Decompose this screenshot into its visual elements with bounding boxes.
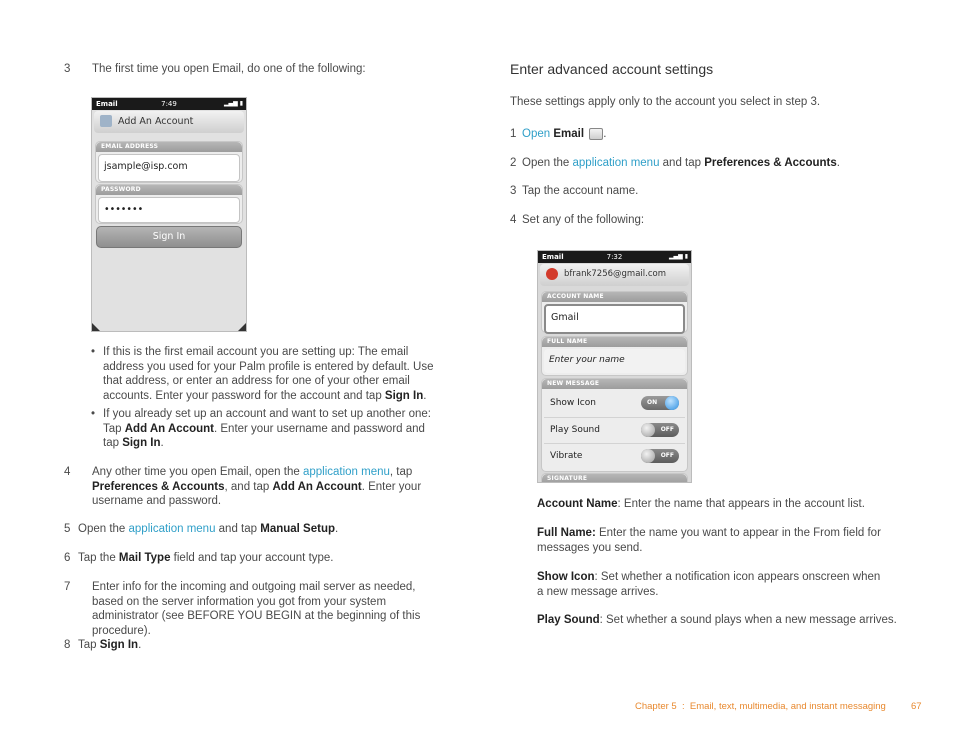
- play-sound-row: Play Sound OFF: [544, 417, 685, 442]
- right-step-4: 4 Set any of the following:: [510, 214, 645, 226]
- status-bar: Email 7:49 ▂▄▆ ▮: [92, 98, 246, 110]
- right-step-1: 1 Open Email .: [510, 128, 607, 140]
- status-bar: Email 7:32 ▂▄▆ ▮: [538, 251, 691, 263]
- right-step-2: 2 Open the application menu and tap Preferences & Accounts.: [510, 157, 840, 169]
- section-heading: Enter advanced account settings: [510, 61, 714, 77]
- footer-chapter: Chapter 5 : Email, text, multimedia, and instant messaging: [635, 701, 886, 712]
- phone-screenshot-account-settings: [537, 250, 692, 483]
- password-group: PASSWORD •••••••: [95, 184, 243, 224]
- sign-in-button[interactable]: Sign In: [96, 226, 242, 248]
- definition-play-sound: Play Sound: Set whether a sound plays when a new message arrives.: [537, 614, 897, 626]
- vibrate-toggle[interactable]: OFF: [641, 449, 679, 463]
- app-header: bfrank7256@gmail.com: [540, 264, 689, 286]
- show-icon-toggle[interactable]: ON: [641, 396, 679, 410]
- left-step-6: 6 Tap the Mail Type field and tap your account type.: [64, 552, 334, 564]
- email-app-icon: [589, 128, 603, 140]
- phone-screenshot-add-account: [91, 97, 247, 332]
- full-name-group: FULL NAME Enter your name: [541, 336, 688, 376]
- account-name-group: ACCOUNT NAME Gmail: [541, 291, 688, 333]
- left-step-5: 5 Open the application menu and tap Manual Setup.: [64, 523, 339, 535]
- password-field[interactable]: •••••••: [98, 197, 240, 223]
- definition-show-icon: Show Icon: Set whether a notification icon appears onscreen when a new message arrives.: [537, 571, 881, 598]
- corner-marker: [238, 323, 246, 331]
- vibrate-row: Vibrate OFF: [544, 443, 685, 468]
- application-menu-link[interactable]: application menu: [572, 157, 660, 169]
- right-step-3: 3 Tap the account name.: [510, 185, 639, 197]
- definition-account-name: Account Name: Enter the name that appears in the account list.: [537, 498, 865, 510]
- signal-icon: ▂▄▆ ▮: [668, 253, 688, 260]
- application-menu-link[interactable]: application menu: [302, 466, 390, 478]
- bullet-item: • If this is the first email account you are setting up: The email address you used for your Palm profile is entered by default. Use that address, or enter an address for one of your other email accounts. Enter your password for the account and tap Sign In.: [91, 346, 434, 402]
- left-step-4: 4 Any other time you open Email, open the application menu, tap Preferences & Accounts, and tap Add An Account. Enter your username and password.: [64, 466, 422, 507]
- bullet-list: [91, 345, 443, 451]
- signature-group: SIGNATURE: [541, 473, 688, 483]
- show-icon-row: Show Icon ON: [544, 391, 685, 415]
- bullet-item: • If you already set up an account and want to set up another one: Tap Add An Account. Enter your username and password and tap Sign In.: [91, 408, 431, 449]
- full-name-field[interactable]: Enter your name: [544, 349, 685, 373]
- new-message-group: NEW MESSAGE Show Icon ON Play Sound OFF Vibrate OFF: [541, 378, 688, 472]
- play-sound-toggle[interactable]: OFF: [641, 423, 679, 437]
- open-link[interactable]: Open: [522, 128, 551, 140]
- application-menu-link[interactable]: application menu: [128, 523, 216, 535]
- email-group: EMAIL ADDRESS jsample@isp.com: [95, 141, 243, 183]
- account-name-field[interactable]: Gmail: [544, 304, 685, 334]
- email-field[interactable]: jsample@isp.com: [98, 154, 240, 182]
- gmail-icon: [546, 268, 558, 280]
- section-intro: These settings apply only to the account you select in step 3.: [510, 96, 821, 108]
- definition-full-name: Full Name: Enter the name you want to appear in the From field for messages you send.: [537, 527, 881, 554]
- page-number: 67: [911, 701, 922, 712]
- left-step-7: 7 Enter info for the incoming and outgoing mail server as needed, based on the server information you got from your system administrator (see BEFORE YOU BEGIN at the beginning of this procedure).: [64, 581, 421, 637]
- corner-marker: [92, 323, 100, 331]
- app-header: Add An Account: [94, 111, 244, 133]
- left-step-8: 8 Tap Sign In.: [64, 639, 142, 651]
- signal-icon: ▂▄▆ ▮: [223, 100, 243, 107]
- account-icon: [100, 115, 112, 127]
- left-step-3: 3 The first time you open Email, do one of the following:: [64, 63, 366, 75]
